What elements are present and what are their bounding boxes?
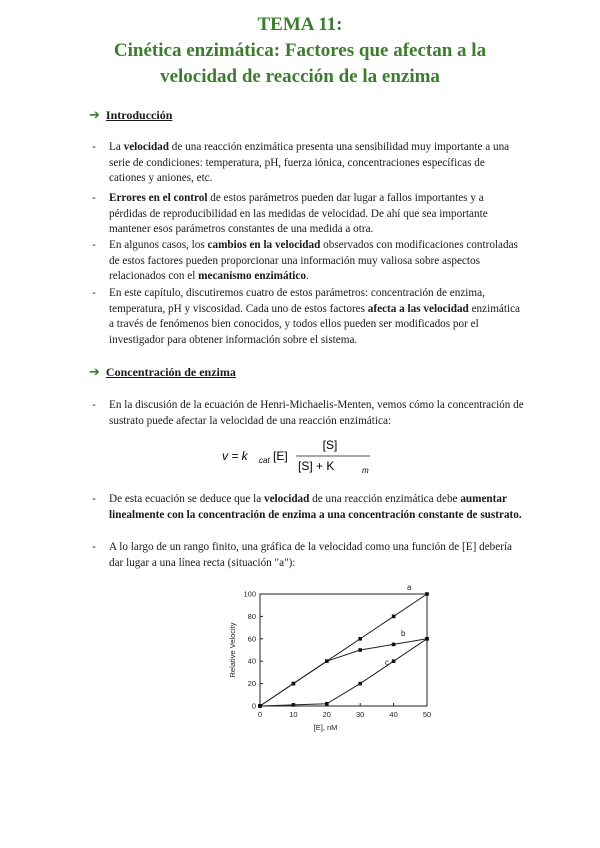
y-axis-label: Relative Velocity xyxy=(228,622,237,678)
formula-lhs: v = k xyxy=(222,449,248,463)
bullet-text: . xyxy=(305,270,309,282)
data-point-c xyxy=(358,682,362,686)
x-tick-label: 50 xyxy=(422,710,432,719)
list-item xyxy=(92,238,524,285)
y-tick-label: 100 xyxy=(243,589,256,599)
bullet-dash: - xyxy=(92,399,96,411)
x-tick-label: 0 xyxy=(257,710,263,719)
y-tick-label: 0 xyxy=(251,701,256,711)
x-tick-label: 20 xyxy=(322,710,331,719)
data-point-c xyxy=(425,637,429,641)
section-heading-label: Concentración de enzima xyxy=(105,365,236,379)
data-point-b xyxy=(325,659,329,663)
arrow-right-icon: ➔ xyxy=(89,108,100,123)
document-title-line1: TEMA 11: xyxy=(257,14,343,35)
series-line-b xyxy=(260,639,427,706)
bullet-text: de una reacción enzimática presenta una sensibilidad muy importante a una serie de condiciones: temperatura, pH, fuerza iónica, concentraciones específicas de cationes y aniones, etc. xyxy=(109,141,510,184)
series-line-c xyxy=(260,639,427,706)
y-tick-label: 40 xyxy=(247,656,256,666)
michaelis-menten-formula xyxy=(0,436,600,480)
data-point-a xyxy=(392,615,396,619)
bullet-dash: - xyxy=(92,287,96,299)
formula-svg xyxy=(220,436,380,476)
bullet-bold-text: aumentar linealmente con la concentración de enzima a una concentración constante de sustrato. xyxy=(109,493,522,521)
bullet-dash: - xyxy=(92,541,96,553)
arrow-right-icon: ➔ xyxy=(89,365,100,380)
y-tick-label: 60 xyxy=(247,634,256,644)
data-point-b xyxy=(292,682,296,686)
bullet-text: de una reacción enzimática debe xyxy=(309,493,461,505)
data-point-c xyxy=(292,703,296,707)
series-label-a: a xyxy=(407,583,412,592)
bullet-dash: - xyxy=(92,192,96,204)
formula-numerator: [S] xyxy=(322,438,338,452)
bullet-text: En algunos casos, los xyxy=(109,239,208,251)
bullet-dash: - xyxy=(92,141,96,153)
bullet-bold-text: Errores en el control xyxy=(109,192,208,204)
bullet-text: De esta ecuación se deduce que la xyxy=(109,493,264,505)
list-item xyxy=(92,140,524,187)
x-tick-label: 10 xyxy=(289,710,298,719)
x-tick-label: 40 xyxy=(389,710,398,719)
data-point-c xyxy=(392,659,396,663)
document-title-line3: velocidad de reacción de la enzima xyxy=(160,66,440,87)
series-label-b: b xyxy=(401,628,406,638)
velocity-chart xyxy=(220,583,450,738)
bullet-text: observados con modificaciones controladas de estos factores pueden proporcionar una información muy valiosa sobre aspectos relacionados con el xyxy=(109,239,518,282)
bullet-bold-text: mecanismo enzimático xyxy=(198,270,306,282)
bullet-text: En este capítulo, discutiremos cuatro de estos parámetros: concentración de enzima, temperatura, pH y viscosidad. Cada uno de estos factores xyxy=(109,287,485,315)
x-tick-label: 30 xyxy=(356,710,365,719)
document-title-line2: Cinética enzimática: Factores que afectan a la xyxy=(113,40,487,61)
formula-mid: [E] xyxy=(273,449,288,463)
data-point-c xyxy=(325,702,329,706)
bullet-dash: - xyxy=(92,239,96,251)
bullet-text: de estos parámetros pueden dar lugar a fallos importantes y a pérdidas de reproducibilidad en las medidas de velocidad. De ahí que sea importante mantener esos parámetros constantes de una medida a otra. xyxy=(109,192,488,235)
bullet-bold-text: afecta a las velocidad xyxy=(367,302,469,315)
data-point-c xyxy=(258,704,262,708)
list-item xyxy=(92,540,524,571)
section-heading-concentracion xyxy=(89,365,236,380)
data-point-b xyxy=(358,648,362,652)
x-axis-label: [E], nM xyxy=(313,723,338,732)
section-heading-introduccion xyxy=(89,108,172,123)
bullet-dash: - xyxy=(92,493,96,505)
y-tick-label: 20 xyxy=(247,679,256,689)
bullet-text: En la discusión de la ecuación de Henri-Michaelis-Menten, vemos cómo la concentración de sustrato puede afectar la velocidad de una reacción enzimática: xyxy=(109,399,524,427)
list-item xyxy=(92,286,524,348)
bullet-text: enzimática a través de fenómenos bien conocidos, y todos ellos pueden ser modificados por el investigador para obtener información sobre el sistema. xyxy=(109,302,521,346)
data-point-a xyxy=(425,592,429,596)
data-point-b xyxy=(392,643,396,647)
data-point-a xyxy=(358,637,362,641)
list-item xyxy=(92,398,524,429)
list-item xyxy=(92,191,524,238)
y-tick-label: 80 xyxy=(247,611,256,621)
section-heading-label: Introducción xyxy=(105,108,173,122)
formula-sub: cat xyxy=(259,456,270,465)
bullet-bold-text: velocidad xyxy=(123,141,169,153)
formula-den-sub: m xyxy=(362,466,369,475)
formula-denominator: [S] + K xyxy=(298,459,335,473)
list-item xyxy=(92,492,524,523)
bullet-text: La xyxy=(109,141,124,153)
series-label-c: c xyxy=(385,657,389,667)
bullet-bold-text: velocidad xyxy=(264,493,310,505)
bullet-text: A lo largo de un rango finito, una gráfica de la velocidad como una función de [E] debería dar lugar a una línea recta (situación "a"): xyxy=(109,541,513,569)
bullet-bold-text: cambios en la velocidad xyxy=(207,239,321,251)
